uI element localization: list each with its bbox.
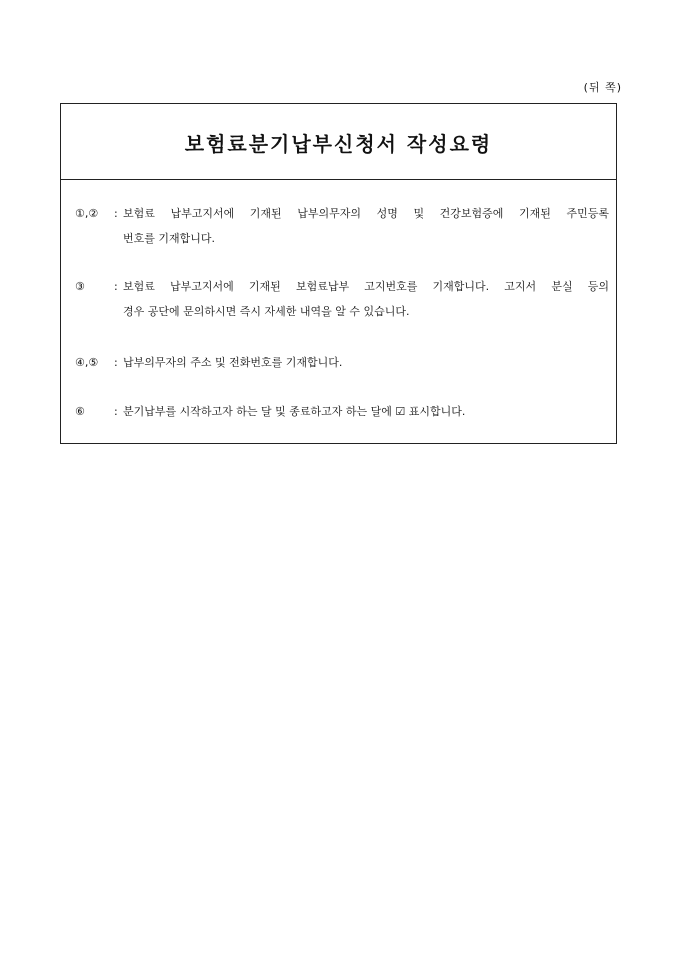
- item-text-before: 분기납부를 시작하고자 하는 달 및 종료하고자 하는 달에: [123, 405, 392, 418]
- item-colon: :: [114, 280, 118, 293]
- item-text-line1: 납부의무자의 주소 및 전화번호를 기재합니다.: [123, 356, 343, 369]
- item-number: ④,⑤: [75, 356, 99, 369]
- title-row: [61, 104, 616, 180]
- item-text-line2: 경우 공단에 문의하시면 즉시 자세한 내역을 알 수 있습니다.: [123, 305, 410, 318]
- item-text-line2: 번호를 기재합니다.: [123, 232, 216, 245]
- item-text-line1: 보험료 납부고지서에 기재된 납부의무자의 성명 및 건강보험증에 기재된 주민등록: [123, 207, 609, 220]
- item-number: ③: [75, 280, 85, 293]
- item-number: ⑥: [75, 405, 85, 418]
- item-text-line1: 보험료 납부고지서에 기재된 보험료납부 고지번호를 기재합니다. 고지서 분실 등의: [123, 280, 609, 293]
- page-side-label: (뒤 쪽): [583, 81, 622, 94]
- document-title: 보험료분기납부신청서 작성요령: [184, 132, 493, 156]
- instructions-box: [60, 103, 617, 444]
- item-text-after: 표시합니다.: [408, 405, 466, 418]
- item-colon: :: [114, 207, 118, 220]
- item-text-line1: [123, 399, 609, 424]
- item-colon: :: [114, 405, 118, 418]
- item-colon: :: [114, 356, 118, 369]
- checkbox-checked-icon: ☑: [395, 405, 406, 418]
- item-number: ①,②: [75, 207, 99, 220]
